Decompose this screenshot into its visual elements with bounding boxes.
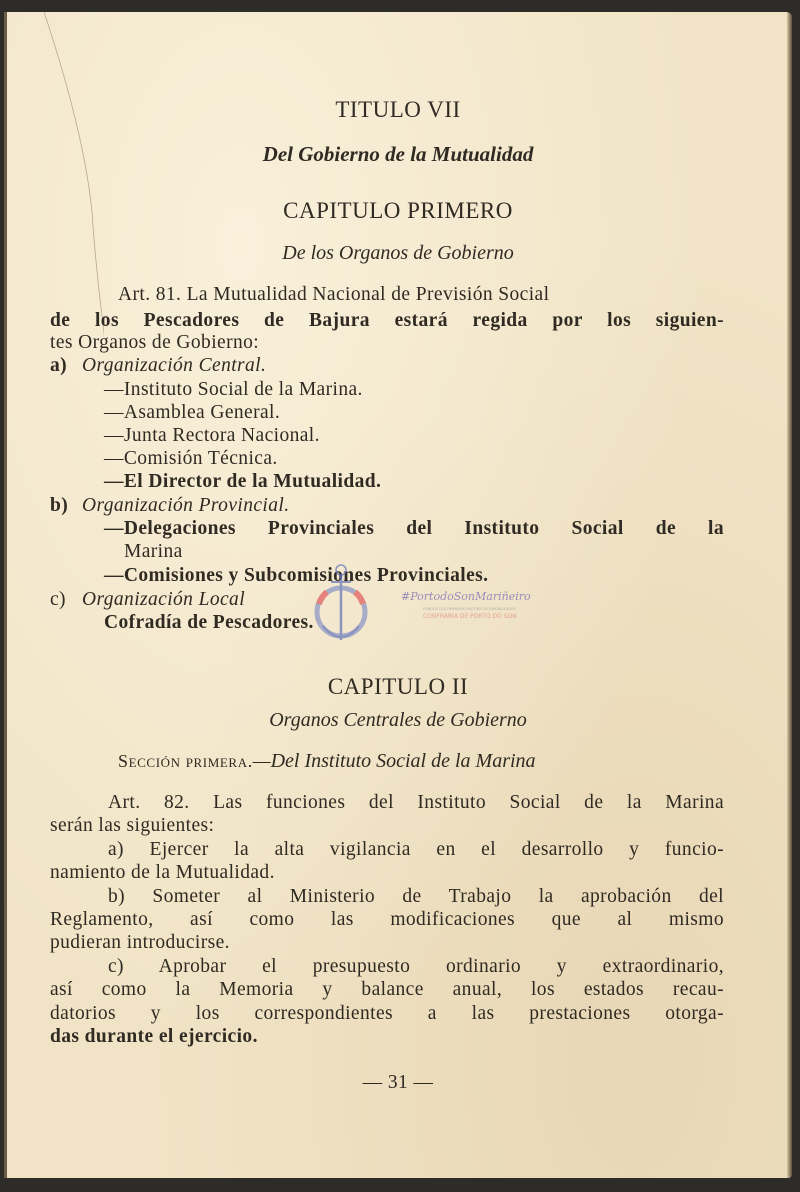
list-item: —Asamblea General.: [104, 402, 281, 423]
art82-line-5: b) Someter al Ministerio de Trabajo la aprobación del: [108, 886, 724, 907]
art81-line-1: Art. 81. La Mutualidad Nacional de Previsión Social: [118, 284, 550, 305]
anchor-lifebuoy-icon: [309, 560, 389, 660]
list-item: Cofradía de Pescadores.: [104, 612, 314, 633]
titulo-subheading: Del Gobierno de la Mutualidad: [262, 142, 534, 166]
list-label-c: c): [50, 589, 66, 610]
titulo-heading: TITULO VII: [335, 97, 461, 122]
art82-line-3: a) Ejercer la alta vigilancia en el desarrollo y funcio-: [108, 839, 724, 860]
list-label-a: a): [50, 355, 68, 376]
seccion-label: Sección primera.: [118, 751, 253, 771]
art82-line-6: Reglamento, así como las modificaciones que al mismo: [50, 909, 724, 930]
art82-line-11: das durante el ejercicio.: [50, 1026, 258, 1047]
art82-line-10: datorios y los correspondientes a las prestaciones otorga-: [50, 1003, 724, 1024]
archive-stamp: [309, 560, 531, 660]
stamp-line-2: FONDOS DOCUMENTAIS HISTÓRICOS DIXITALIZADOS: [423, 607, 516, 611]
art81-line-2: de los Pescadores de Bajura estará regida por los siguien-: [50, 310, 724, 331]
list-item: —Delegaciones Provinciales del Instituto Social de la: [104, 518, 724, 539]
art82-line-1: Art. 82. Las funciones del Instituto Social de la Marina: [108, 792, 724, 813]
list-title-b: Organización Provincial.: [82, 495, 290, 516]
page-edge-left: [4, 12, 7, 1178]
list-item: —Comisiones y Subcomisiones Provinciales.: [104, 565, 489, 586]
art82-line-2: serán las siguientes:: [50, 815, 215, 836]
art82-line-7: pudieran introducirse.: [50, 932, 230, 953]
list-item: Marina: [124, 541, 183, 562]
capitulo2-subheading: Organos Centrales de Gobierno: [269, 709, 527, 731]
list-item: —Junta Rectora Nacional.: [104, 425, 320, 446]
stamp-line-3: CONFRARÍA DE PORTO DO SON: [423, 613, 517, 620]
page-edge-right: [787, 12, 792, 1178]
art82-line-8: c) Aprobar el presupuesto ordinario y extraordinario,: [108, 956, 724, 977]
seccion-heading: [118, 750, 536, 773]
list-item: —Comisión Técnica.: [104, 448, 278, 469]
art82-line-4: namiento de la Mutualidad.: [50, 862, 275, 883]
capitulo1-heading: CAPITULO PRIMERO: [283, 198, 513, 223]
book-page: [4, 12, 792, 1178]
art81-line-3: tes Organos de Gobierno:: [50, 332, 260, 353]
list-item: —El Director de la Mutualidad.: [104, 471, 382, 492]
list-item: —Instituto Social de la Marina.: [104, 379, 363, 400]
list-label-b: b): [50, 495, 69, 516]
seccion-title: —Del Instituto Social de la Marina: [252, 750, 536, 772]
stamp-line-1: #PortodoSonMariñeiro: [401, 590, 531, 603]
list-title-c: Organización Local: [82, 589, 246, 610]
capitulo2-heading: CAPITULO II: [327, 674, 469, 699]
list-title-a: Organización Central.: [82, 355, 267, 376]
capitulo1-subheading: De los Organos de Gobierno: [282, 242, 514, 264]
art82-line-9: así como la Memoria y balance anual, los estados recau-: [50, 979, 724, 1000]
page-number: — 31 —: [362, 1072, 434, 1093]
